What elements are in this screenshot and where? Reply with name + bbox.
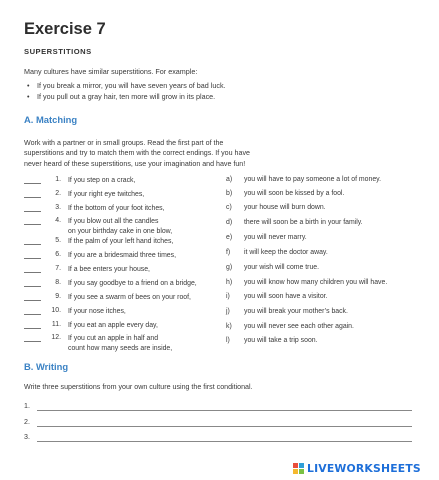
answer-blank[interactable]	[24, 183, 41, 184]
beginning-text	[68, 190, 144, 200]
beginning-line: If you eat an apple every day,	[68, 322, 158, 329]
ending-text: there will soon be a birth in your family.	[244, 219, 363, 226]
ending-letter: b)	[226, 190, 233, 197]
beginning-line: If you see a swarm of bees on your roof,	[68, 294, 191, 301]
example-list	[24, 81, 226, 103]
ending-letter: e)	[226, 234, 233, 241]
ending-text: you will never marry.	[244, 234, 307, 241]
beginning-line: If the bottom of your foot itches,	[68, 205, 165, 212]
ending-text: you will soon have a visitor.	[244, 293, 328, 300]
beginning-line: count how many seeds are inside,	[68, 345, 173, 352]
beginning-text	[68, 279, 197, 289]
answer-blank[interactable]	[24, 286, 41, 287]
answer-blank[interactable]	[24, 244, 41, 245]
item-number: 6.	[55, 251, 61, 258]
beginning-line: If you step on a crack,	[68, 177, 136, 184]
item-number: 10.	[51, 307, 61, 314]
ending-text: your wish will come true.	[244, 264, 320, 271]
ending-text: you will soon be kissed by a fool.	[244, 190, 345, 197]
example-text: If you pull out a gray hair, ten more will grow in its place.	[37, 92, 216, 101]
beginning-line: If your nose itches,	[68, 308, 126, 315]
ending-text: you will have to pay someone a lot of money.	[244, 176, 381, 183]
beginning-text	[68, 321, 158, 331]
beginning-text	[68, 251, 176, 261]
beginning-text	[68, 293, 191, 303]
beginning-line: If you cut an apple in half and	[68, 335, 159, 342]
example-text: If you break a mirror, you will have seven years of bad luck.	[37, 81, 226, 90]
ending-letter: h)	[226, 279, 233, 286]
ending-letter: f)	[226, 249, 231, 256]
beginning-line: on your birthday cake in one blow,	[68, 228, 173, 235]
logo-icon	[293, 463, 304, 474]
ending-letter: l)	[226, 337, 230, 344]
item-number: 5.	[55, 237, 61, 244]
beginning-text	[68, 237, 173, 247]
page-subtitle: SUPERSTITIONS	[24, 47, 92, 56]
beginning-text	[68, 217, 172, 237]
ending-letter: j)	[226, 308, 230, 315]
example-item	[24, 81, 226, 92]
answer-blank[interactable]	[24, 341, 41, 342]
answer-blank[interactable]	[37, 441, 412, 442]
item-number: 1.	[55, 176, 61, 183]
beginning-line: If you blow out all the candles	[68, 218, 159, 225]
beginning-text	[68, 265, 150, 275]
beginning-text	[68, 307, 126, 317]
answer-blank[interactable]	[24, 224, 41, 225]
bullet-icon: •	[27, 92, 30, 101]
beginning-line: If you say goodbye to a friend on a bridge,	[68, 280, 197, 287]
answer-blank[interactable]	[24, 314, 41, 315]
ending-text: you will break your mother’s back.	[244, 308, 348, 315]
ending-text: you will never see each other again.	[244, 323, 354, 330]
ending-text: you will take a trip soon.	[244, 337, 318, 344]
beginning-text	[68, 334, 172, 354]
item-number: 3.	[55, 204, 61, 211]
ending-letter: g)	[226, 264, 233, 271]
item-number: 2.	[55, 190, 61, 197]
answer-blank[interactable]	[37, 426, 412, 427]
page-title: Exercise 7	[24, 20, 106, 38]
beginning-line: If the palm of your left hand itches,	[68, 238, 174, 245]
bullet-icon: •	[27, 81, 30, 90]
beginning-text	[68, 176, 135, 186]
section-a-heading: A. Matching	[24, 114, 78, 125]
beginning-line: If a bee enters your house,	[68, 266, 150, 273]
section-b-heading: B. Writing	[24, 361, 69, 372]
writing-line-number: 1.	[24, 402, 30, 410]
beginning-line: If your right eye twitches,	[68, 191, 145, 198]
logo-text: LIVEWORKSHEETS	[307, 461, 421, 475]
section-b-instructions: Write three superstitions from your own culture using the first conditional.	[24, 383, 253, 391]
answer-blank[interactable]	[24, 300, 41, 301]
example-item	[24, 92, 226, 103]
answer-blank[interactable]	[24, 211, 41, 212]
ending-letter: c)	[226, 204, 232, 211]
answer-blank[interactable]	[24, 197, 41, 198]
item-number: 8.	[55, 279, 61, 286]
answer-blank[interactable]	[24, 328, 41, 329]
intro-text: Many cultures have similar superstitions. For example:	[24, 67, 198, 76]
beginning-line: If you are a bridesmaid three times,	[68, 252, 177, 259]
ending-text: it will keep the doctor away.	[244, 249, 328, 256]
ending-letter: a)	[226, 176, 233, 183]
ending-letter: i)	[226, 293, 230, 300]
beginning-text	[68, 204, 165, 214]
item-number: 9.	[55, 293, 61, 300]
ending-text: your house will burn down.	[244, 204, 326, 211]
answer-blank[interactable]	[24, 272, 41, 273]
answer-blank[interactable]	[37, 410, 412, 411]
ending-letter: k)	[226, 323, 232, 330]
item-number: 11.	[51, 321, 61, 328]
item-number: 7.	[55, 265, 61, 272]
ending-text: you will know how many children you will have.	[244, 279, 388, 286]
writing-line-number: 3.	[24, 433, 30, 441]
liveworksheets-logo	[293, 461, 421, 475]
answer-blank[interactable]	[24, 258, 41, 259]
ending-letter: d)	[226, 219, 233, 226]
item-number: 12.	[51, 334, 61, 341]
writing-line-number: 2.	[24, 418, 30, 426]
section-a-instructions: Work with a partner or in small groups. Read the first part of the superstitions and try to match them with the correct endings. If you have never heard of these superstitions, use your imagination and have fun!	[24, 139, 250, 168]
item-number: 4.	[55, 217, 61, 224]
